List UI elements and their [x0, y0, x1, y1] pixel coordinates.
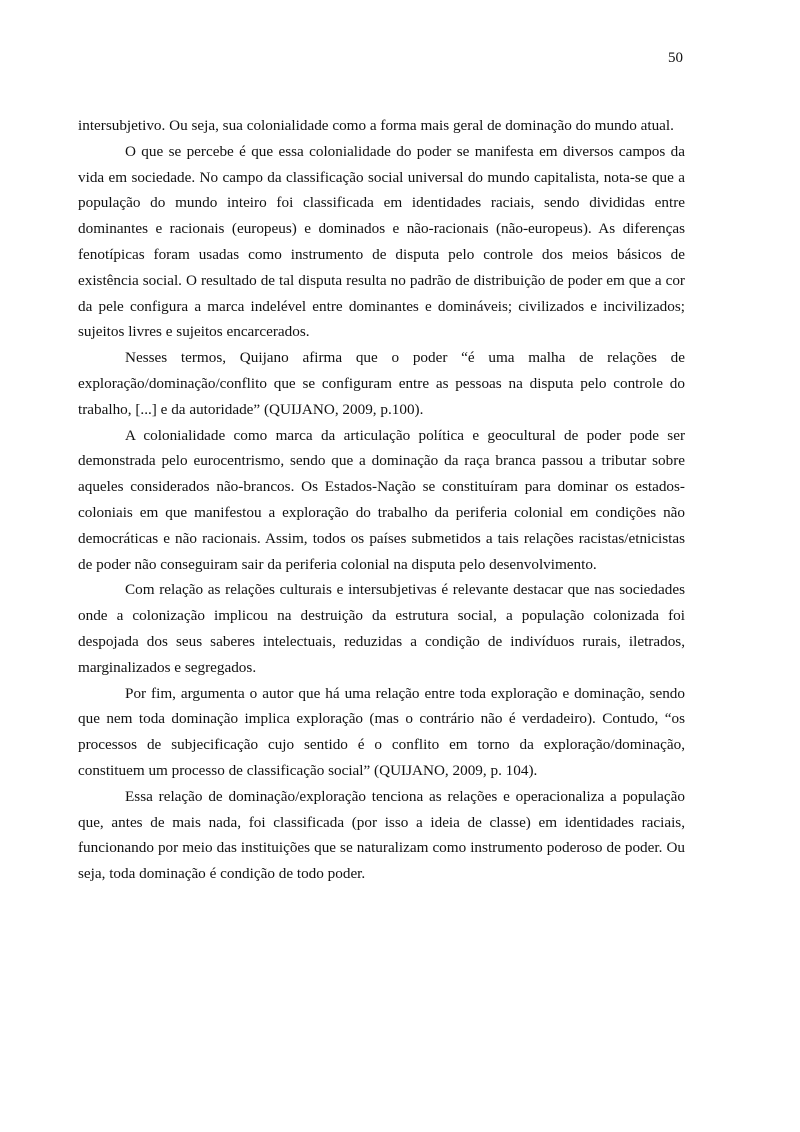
document-body — [78, 113, 685, 887]
paragraph-continuation: intersubjetivo. Ou seja, sua colonialidade como a forma mais geral de dominação do mundo atual. — [78, 117, 674, 134]
paragraph: Com relação as relações culturais e intersubjetivas é relevante destacar que nas sociedades onde a colonização implicou na destruição da estrutura social, a população colonizada foi despojada dos seus saberes intelectuais, reduzidas a condição de indivíduos rurais, iletrados, marginalizados e segregados. — [78, 581, 685, 676]
paragraph: A colonialidade como marca da articulação política e geocultural de poder pode ser demonstrada pelo eurocentrismo, sendo que a dominação da raça branca passou a tributar sobre aqueles considerados não-brancos. Os Estados-Nação se constituíram para dominar os estados-coloniais em que manifestou a exploração do trabalho da periferia colonial em condições não democráticas e não racionais. Assim, todos os países submetidos a tais relações racistas/etnicistas de poder não conseguiram sair da periferia colonial na disputa pelo desenvolvimento. — [78, 426, 685, 573]
paragraph: O que se percebe é que essa colonialidade do poder se manifesta em diversos campos da vida em sociedade. No campo da classificação social universal do mundo capitalista, nota-se que a população do mundo inteiro foi classificada em identidades raciais, sendo divididas entre dominantes e racionais (europeus) e dominados e não-racionais (não-europeus). As diferenças fenotípicas foram usadas como instrumento de disputa pelo controle dos meios básicos de existência social. O resultado de tal disputa resulta no padrão de distribuição de poder em que a cor da pele configura a marca indelével entre dominantes e domináveis; civilizados e incivilizados; sujeitos livres e sujeitos encarcerados. — [78, 142, 685, 341]
page-number: 50 — [668, 50, 683, 66]
paragraph: Nesses termos, Quijano afirma que o poder “é uma malha de relações de exploração/dominação/conflito que se configuram entre as pessoas na disputa pelo controle do trabalho, [...] e da autoridade” (QUIJANO, 2009, p.100). — [78, 349, 685, 418]
paragraph: Essa relação de dominação/exploração tenciona as relações e operacionaliza a população que, antes de mais nada, foi classificada (por isso a ideia de classe) em identidades raciais, funcionando por meio das instituições que se naturalizam como instrumento poderoso de poder. Ou seja, toda dominação é condição de todo poder. — [78, 787, 685, 883]
paragraph: Por fim, argumenta o autor que há uma relação entre toda exploração e dominação, sendo que nem toda dominação implica exploração (mas o contrário não é verdadeiro). Contudo, “os processos de subjecificação cujo sentido é o conflito em torno da exploração/dominação, constituem um processo de classificação social” (QUIJANO, 2009, p. 104). — [78, 684, 685, 779]
